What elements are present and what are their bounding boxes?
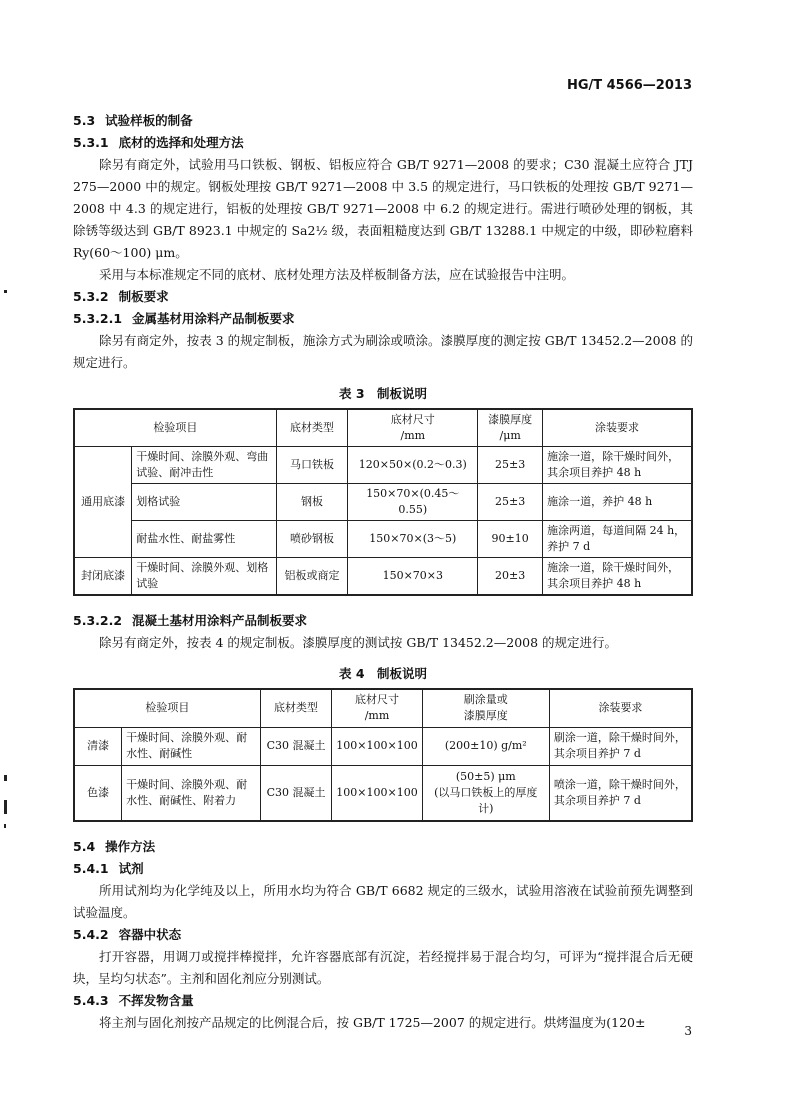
document-code: HG/T 4566—2013 [566,78,692,93]
table-row [74,765,692,821]
margin-mark [4,290,7,293]
table-cell: 施涂一道，除干燥时间外，其余项目养护 48 h [543,558,692,596]
table-cell: 施涂一道，除干燥时间外，其余项目养护 48 h [543,447,692,484]
table-header-row [74,409,692,447]
table-header-cell: 底材类型 [276,409,348,447]
section-heading: 5.3.2.1 金属基材用涂料产品制板要求 [73,311,295,326]
document-body [73,110,693,1034]
section-heading: 5.3 试验样板的制备 [73,113,193,128]
table-row [74,447,692,484]
section-heading: 5.3.1 底材的选择和处理方法 [73,135,244,150]
table-cell: 90±10 [478,521,543,558]
table-4 [73,688,693,822]
table-cell: 20±3 [478,558,543,596]
paragraph: 将主剂与固化剂按产品规定的比例混合后，按 GB/T 1725—2007 的规定进行。烘烤温度为(120± [99,1015,646,1030]
table-cell: 25±3 [478,484,543,521]
table-caption: 表 4 制板说明 [338,666,428,681]
table-header-row [74,689,692,727]
table-cell: 150×70×3 [348,558,478,596]
group-cell: 清漆 [74,727,122,765]
table-cell: 150×70×(3～5) [348,521,478,558]
table-cell: 划格试验 [132,484,276,521]
table-cell: (50±5) μm (以马口铁板上的厚度计) [422,765,549,821]
section-heading: 5.4.3 不挥发物含量 [73,993,194,1008]
table-cell: 干燥时间、涂膜外观、划格试验 [132,558,276,596]
section-heading: 5.4.1 试剂 [73,861,144,876]
table-cell: 25±3 [478,447,543,484]
table-3 [73,408,693,596]
margin-mark [4,800,7,814]
table-cell: 马口铁板 [276,447,348,484]
table-cell: 钢板 [276,484,348,521]
section-heading: 5.4 操作方法 [73,839,156,854]
group-cell: 色漆 [74,765,122,821]
paragraph: 除另有商定外，试验用马口铁板、钢板、铝板应符合 GB/T 9271—2008 的要求；C30 混凝土应符合 JTJ 275—2000 中的规定。钢板处理按 GB/T 9271—2008 中 3.5 的规定进行，马口铁板的处理按 GB/T 9271—2008 中 4.3 的规定进行，铝板的处理按 GB/T 9271—2008 中 6.2 的规定进行。需进行喷砂处理的钢板，其除锈等级达到 GB/T 8923.1 中规定的 Sa2½ 级，表面粗糙度达到 GB/T 13288.1 中规定的中级，即砂粒磨料 Ry(60～100) μm。 [73,157,693,260]
margin-mark [4,775,7,781]
table-cell: C30 混凝土 [260,727,331,765]
table-row [74,558,692,596]
table-cell: 刷涂一道，除干燥时间外，其余项目养护 7 d [549,727,692,765]
group-cell: 封闭底漆 [74,558,132,596]
table-header-cell: 漆膜厚度 /μm [478,409,543,447]
table-header-cell: 底材类型 [260,689,331,727]
table-cell: 干燥时间、涂膜外观、耐水性、耐碱性 [122,727,261,765]
table-header-cell: 底材尺寸 /mm [348,409,478,447]
group-cell: 通用底漆 [74,447,132,558]
paragraph: 除另有商定外，按表 4 的规定制板。漆膜厚度的测试按 GB/T 13452.2—2008 的规定进行。 [99,635,618,650]
table-cell: (200±10) g/m² [422,727,549,765]
table-cell: 150×70×(0.45～0.55) [348,484,478,521]
table-caption: 表 3 制板说明 [338,386,428,401]
table-cell: 干燥时间、涂膜外观、耐水性、耐碱性、附着力 [122,765,261,821]
table-cell: 喷涂一道，除干燥时间外，其余项目养护 7 d [549,765,692,821]
table-cell: 干燥时间、涂膜外观、弯曲试验、耐冲击性 [132,447,276,484]
table-header-cell: 涂装要求 [543,409,692,447]
table-cell: 耐盐水性、耐盐雾性 [132,521,276,558]
table-cell: 喷砂钢板 [276,521,348,558]
table-cell: 100×100×100 [332,765,422,821]
table-row [74,727,692,765]
table-header-cell: 检验项目 [74,409,276,447]
paragraph: 除另有商定外，按表 3 的规定制板，施涂方式为刷涂或喷涂。漆膜厚度的测定按 GB/T 13452.2—2008 的规定进行。 [73,333,693,370]
page-number: 3 [684,1024,692,1038]
section-heading: 5.3.2 制板要求 [73,289,169,304]
table-cell: 施涂两道，每道间隔 24 h，养护 7 d [543,521,692,558]
table-cell: 120×50×(0.2～0.3) [348,447,478,484]
table-header-cell: 刷涂量或 漆膜厚度 [422,689,549,727]
table-header-cell: 底材尺寸 /mm [332,689,422,727]
table-row [74,521,692,558]
table-cell: 100×100×100 [332,727,422,765]
table-cell: 施涂一道，养护 48 h [543,484,692,521]
section-heading: 5.3.2.2 混凝土基材用涂料产品制板要求 [73,613,308,628]
table-cell: C30 混凝土 [260,765,331,821]
table-header-cell: 检验项目 [74,689,260,727]
paragraph: 打开容器，用调刀或搅拌棒搅拌，允许容器底部有沉淀，若经搅拌易于混合均匀，可评为“搅拌混合后无硬块，呈均匀状态”。主剂和固化剂应分别测试。 [73,949,693,986]
table-cell: 铝板或商定 [276,558,348,596]
table-row [74,484,692,521]
paragraph: 所用试剂均为化学纯及以上，所用水均为符合 GB/T 6682 规定的三级水，试验用溶液在试验前预先调整到试验温度。 [73,883,693,920]
section-heading: 5.4.2 容器中状态 [73,927,182,942]
paragraph: 采用与本标准规定不同的底材、底材处理方法及样板制备方法，应在试验报告中注明。 [99,267,575,282]
table-header-cell: 涂装要求 [549,689,692,727]
margin-mark [4,824,6,828]
